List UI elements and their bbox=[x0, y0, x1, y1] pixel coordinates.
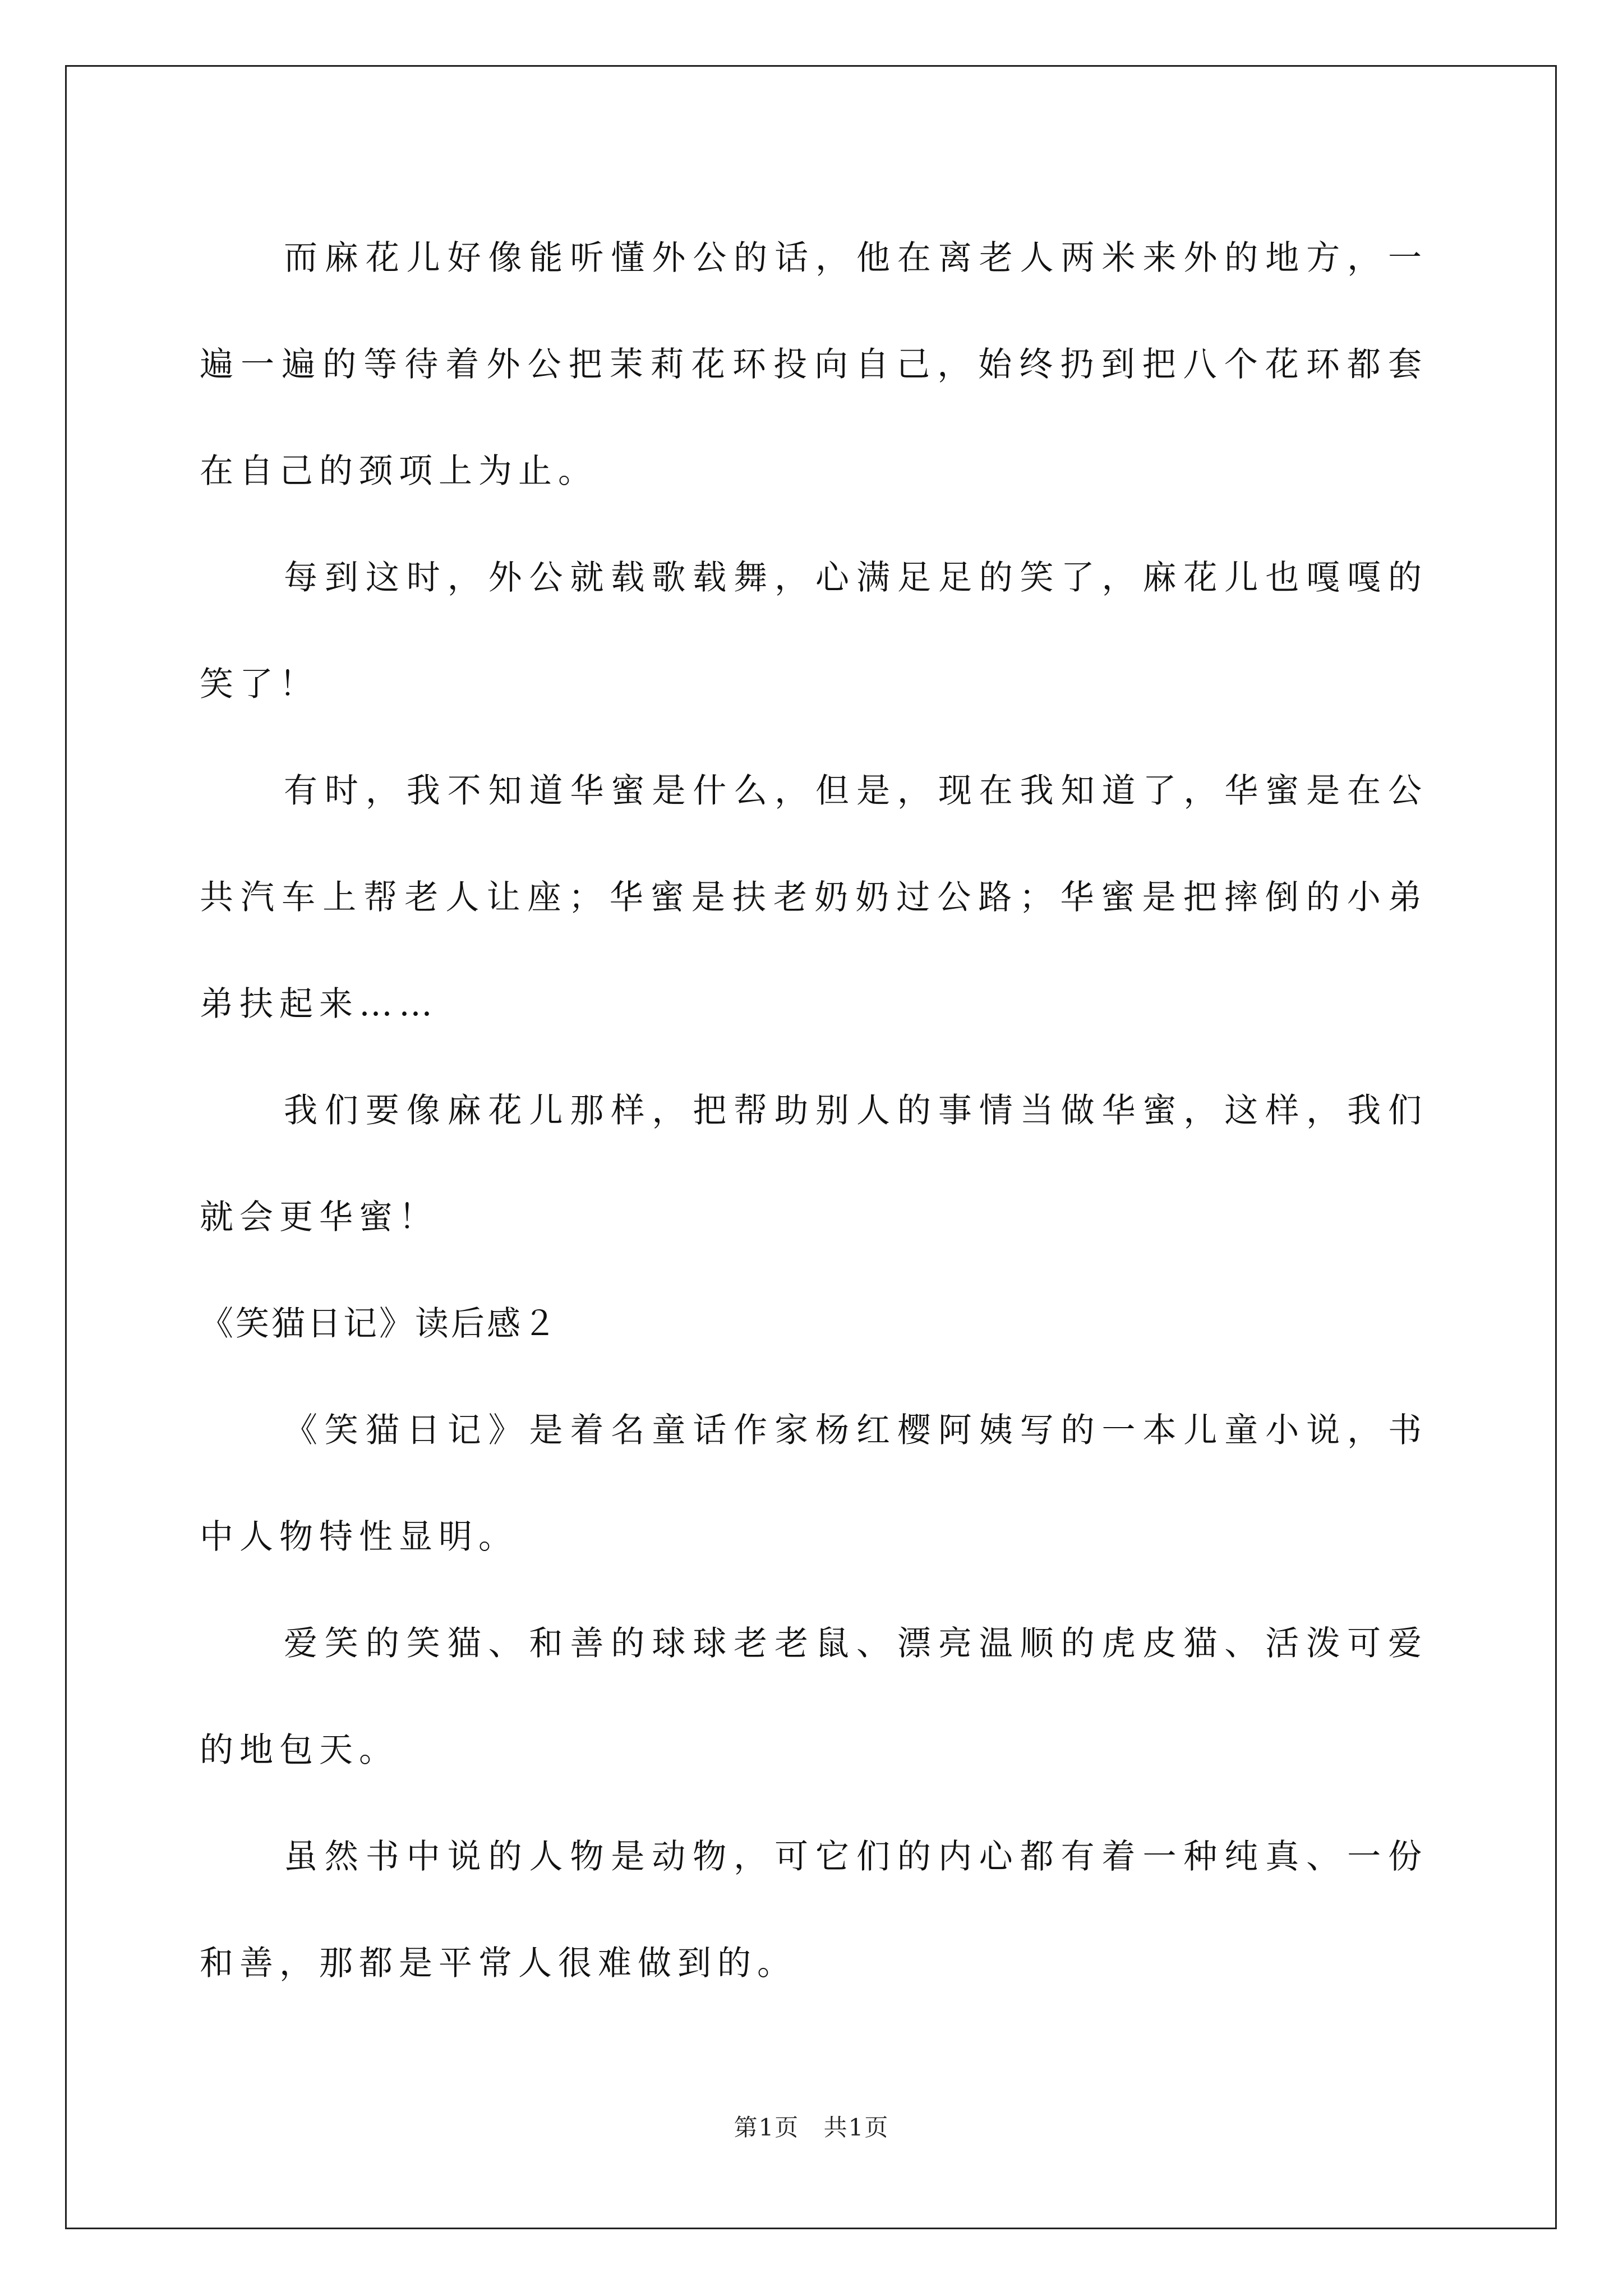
paragraph: 每到这时，外公就载歌载舞，心满足足的笑了，麻花儿也嘎嘎的笑了！ bbox=[200, 558, 1428, 704]
page-total: 共1页 bbox=[823, 2114, 889, 2141]
paragraph: 我们要像麻花儿那样，把帮助别人的事情当做华蜜，这样，我们就会更华蜜！ bbox=[200, 1091, 1428, 1237]
paragraph: 虽然书中说的人物是动物，可它们的内心都有着一种纯真、一份和善，那都是平常人很难做到的。 bbox=[200, 1837, 1428, 1983]
paragraph: 而麻花儿好像能听懂外公的话，他在离老人两米来外的地方，一遍一遍的等待着外公把茉莉花环投向自己，始终扔到把八个花环都套在自己的颈项上为止。 bbox=[200, 238, 1428, 491]
paragraph: 有时，我不知道华蜜是什么，但是，现在我知道了，华蜜是在公共汽车上帮老人让座；华蜜是扶老奶奶过公路；华蜜是把摔倒的小弟弟扶起来…… bbox=[200, 771, 1428, 1024]
page-footer bbox=[0, 2109, 1623, 2143]
page-number: 第1页 bbox=[734, 2114, 800, 2141]
section-title: 《笑猫日记》读后感２ bbox=[200, 1304, 559, 1343]
document-body bbox=[200, 205, 1428, 2017]
paragraph: 爱笑的笑猫、和善的球球老老鼠、漂亮温顺的虎皮猫、活泼可爱的地包天。 bbox=[200, 1624, 1428, 1770]
paragraph: 《笑猫日记》是着名童话作家杨红樱阿姨写的一本儿童小说，书中人物特性显明。 bbox=[200, 1411, 1428, 1557]
